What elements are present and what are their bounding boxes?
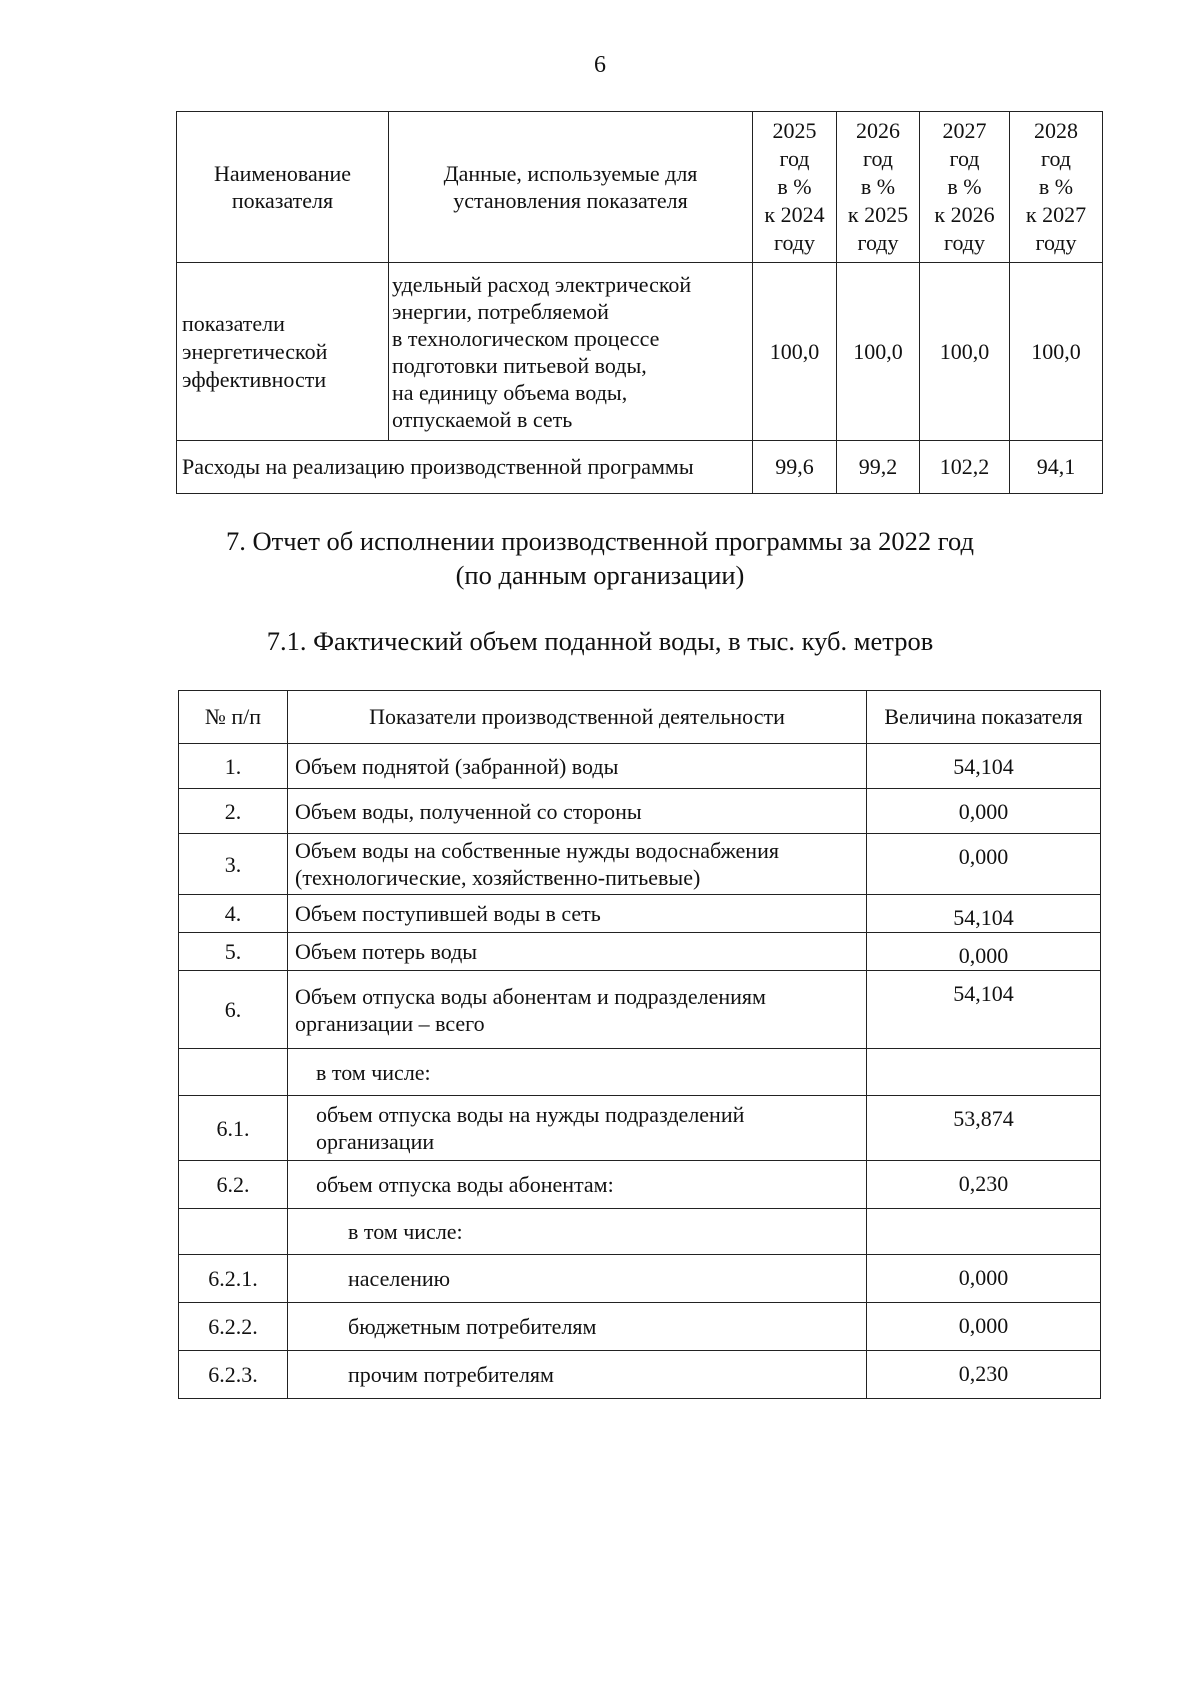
indicator-label: Объем воды, полученной со стороны [288,789,867,834]
section-title: 7. Отчет об исполнении производственной программы за 2022 год (по данным организации) [226,526,974,590]
table-row [179,744,1101,789]
table-row [179,789,1101,834]
indicator-label: Объем поступившей воды в сеть [288,895,867,933]
header-year-2028: 2028 год в % к 2027 году [1010,112,1103,263]
table-header-row [177,112,1103,263]
indicator-label: объем отпуска воды абонентам: [288,1161,867,1209]
page-number: 6 [594,52,606,78]
table-row [179,1351,1101,1399]
table-header-row [179,691,1101,744]
indicator-label: в том числе: [288,1209,867,1255]
row-number: 1. [179,744,288,789]
header-value: Величина показателя [867,691,1101,744]
subsection-title: 7.1. Фактический объем поданной воды, в тыс. куб. метров [266,626,934,656]
table-row [179,1049,1101,1096]
row-number: 6.2. [179,1161,288,1209]
energy-efficiency-table [176,111,1103,494]
row-number [179,1209,288,1255]
header-year-2026: 2026 год в % к 2025 году [837,112,920,263]
row-number: 6. [179,971,288,1049]
indicator-value: 0,000 [867,834,1101,895]
header-indicator-name: Наименование показателя [177,112,389,263]
indicator-value: 0,230 [867,1351,1101,1399]
value-cell: 100,0 [920,263,1010,441]
indicator-label: объем отпуска воды на нужды подразделений организации [288,1096,867,1161]
water-volume-table [178,690,1101,1399]
value-cell: 100,0 [753,263,837,441]
value-cell: 94,1 [1010,441,1103,494]
row-number: 6.2.2. [179,1303,288,1351]
header-year-2025: 2025 год в % к 2024 году [753,112,837,263]
indicator-value: 0,000 [867,933,1101,971]
indicator-description: удельный расход электрической энергии, потребляемой в технологическом процессе подготовки питьевой воды, на единицу объема воды, отпускаемой в сеть [389,263,753,441]
indicator-value: 0,230 [867,1161,1101,1209]
table-row [179,834,1101,895]
indicator-label: Объем потерь воды [288,933,867,971]
table-row [179,1209,1101,1255]
value-cell: 99,2 [837,441,920,494]
indicator-value: 0,000 [867,1255,1101,1303]
row-number: 4. [179,895,288,933]
row-number: 3. [179,834,288,895]
indicator-value: 54,104 [867,895,1101,933]
indicator-value: 54,104 [867,971,1101,1049]
row-number: 6.2.3. [179,1351,288,1399]
value-cell: 100,0 [837,263,920,441]
value-cell: 99,6 [753,441,837,494]
expenses-label: Расходы на реализацию производственной программы [177,441,753,494]
row-number: 2. [179,789,288,834]
table-row [179,1096,1101,1161]
table-row [179,1303,1101,1351]
indicator-value: 54,104 [867,744,1101,789]
header-year-2027: 2027 год в % к 2026 году [920,112,1010,263]
indicator-value [867,1209,1101,1255]
indicator-value: 53,874 [867,1096,1101,1161]
value-cell: 100,0 [1010,263,1103,441]
indicator-label: населению [288,1255,867,1303]
table-row [177,441,1103,494]
header-indicators: Показатели производственной деятельности [288,691,867,744]
indicator-value: 0,000 [867,789,1101,834]
header-number: № п/п [179,691,288,744]
row-number: 6.2.1. [179,1255,288,1303]
table-row [179,971,1101,1049]
row-number [179,1049,288,1096]
indicator-label: в том числе: [288,1049,867,1096]
indicator-name: показатели энергетической эффективности [177,263,389,441]
table-row [179,1255,1101,1303]
value-cell: 102,2 [920,441,1010,494]
header-source-data: Данные, используемые для установления показателя [389,112,753,263]
row-number: 5. [179,933,288,971]
indicator-label: бюджетным потребителям [288,1303,867,1351]
indicator-label: Объем поднятой (забранной) воды [288,744,867,789]
indicator-label: прочим потребителям [288,1351,867,1399]
indicator-value [867,1049,1101,1096]
indicator-label: Объем воды на собственные нужды водоснабжения (технологические, хозяйственно-питьевые) [288,834,867,895]
table-row [177,263,1103,441]
table-row [179,1161,1101,1209]
table-row [179,895,1101,933]
row-number: 6.1. [179,1096,288,1161]
indicator-label: Объем отпуска воды абонентам и подразделениям организации – всего [288,971,867,1049]
table-row [179,933,1101,971]
indicator-value: 0,000 [867,1303,1101,1351]
